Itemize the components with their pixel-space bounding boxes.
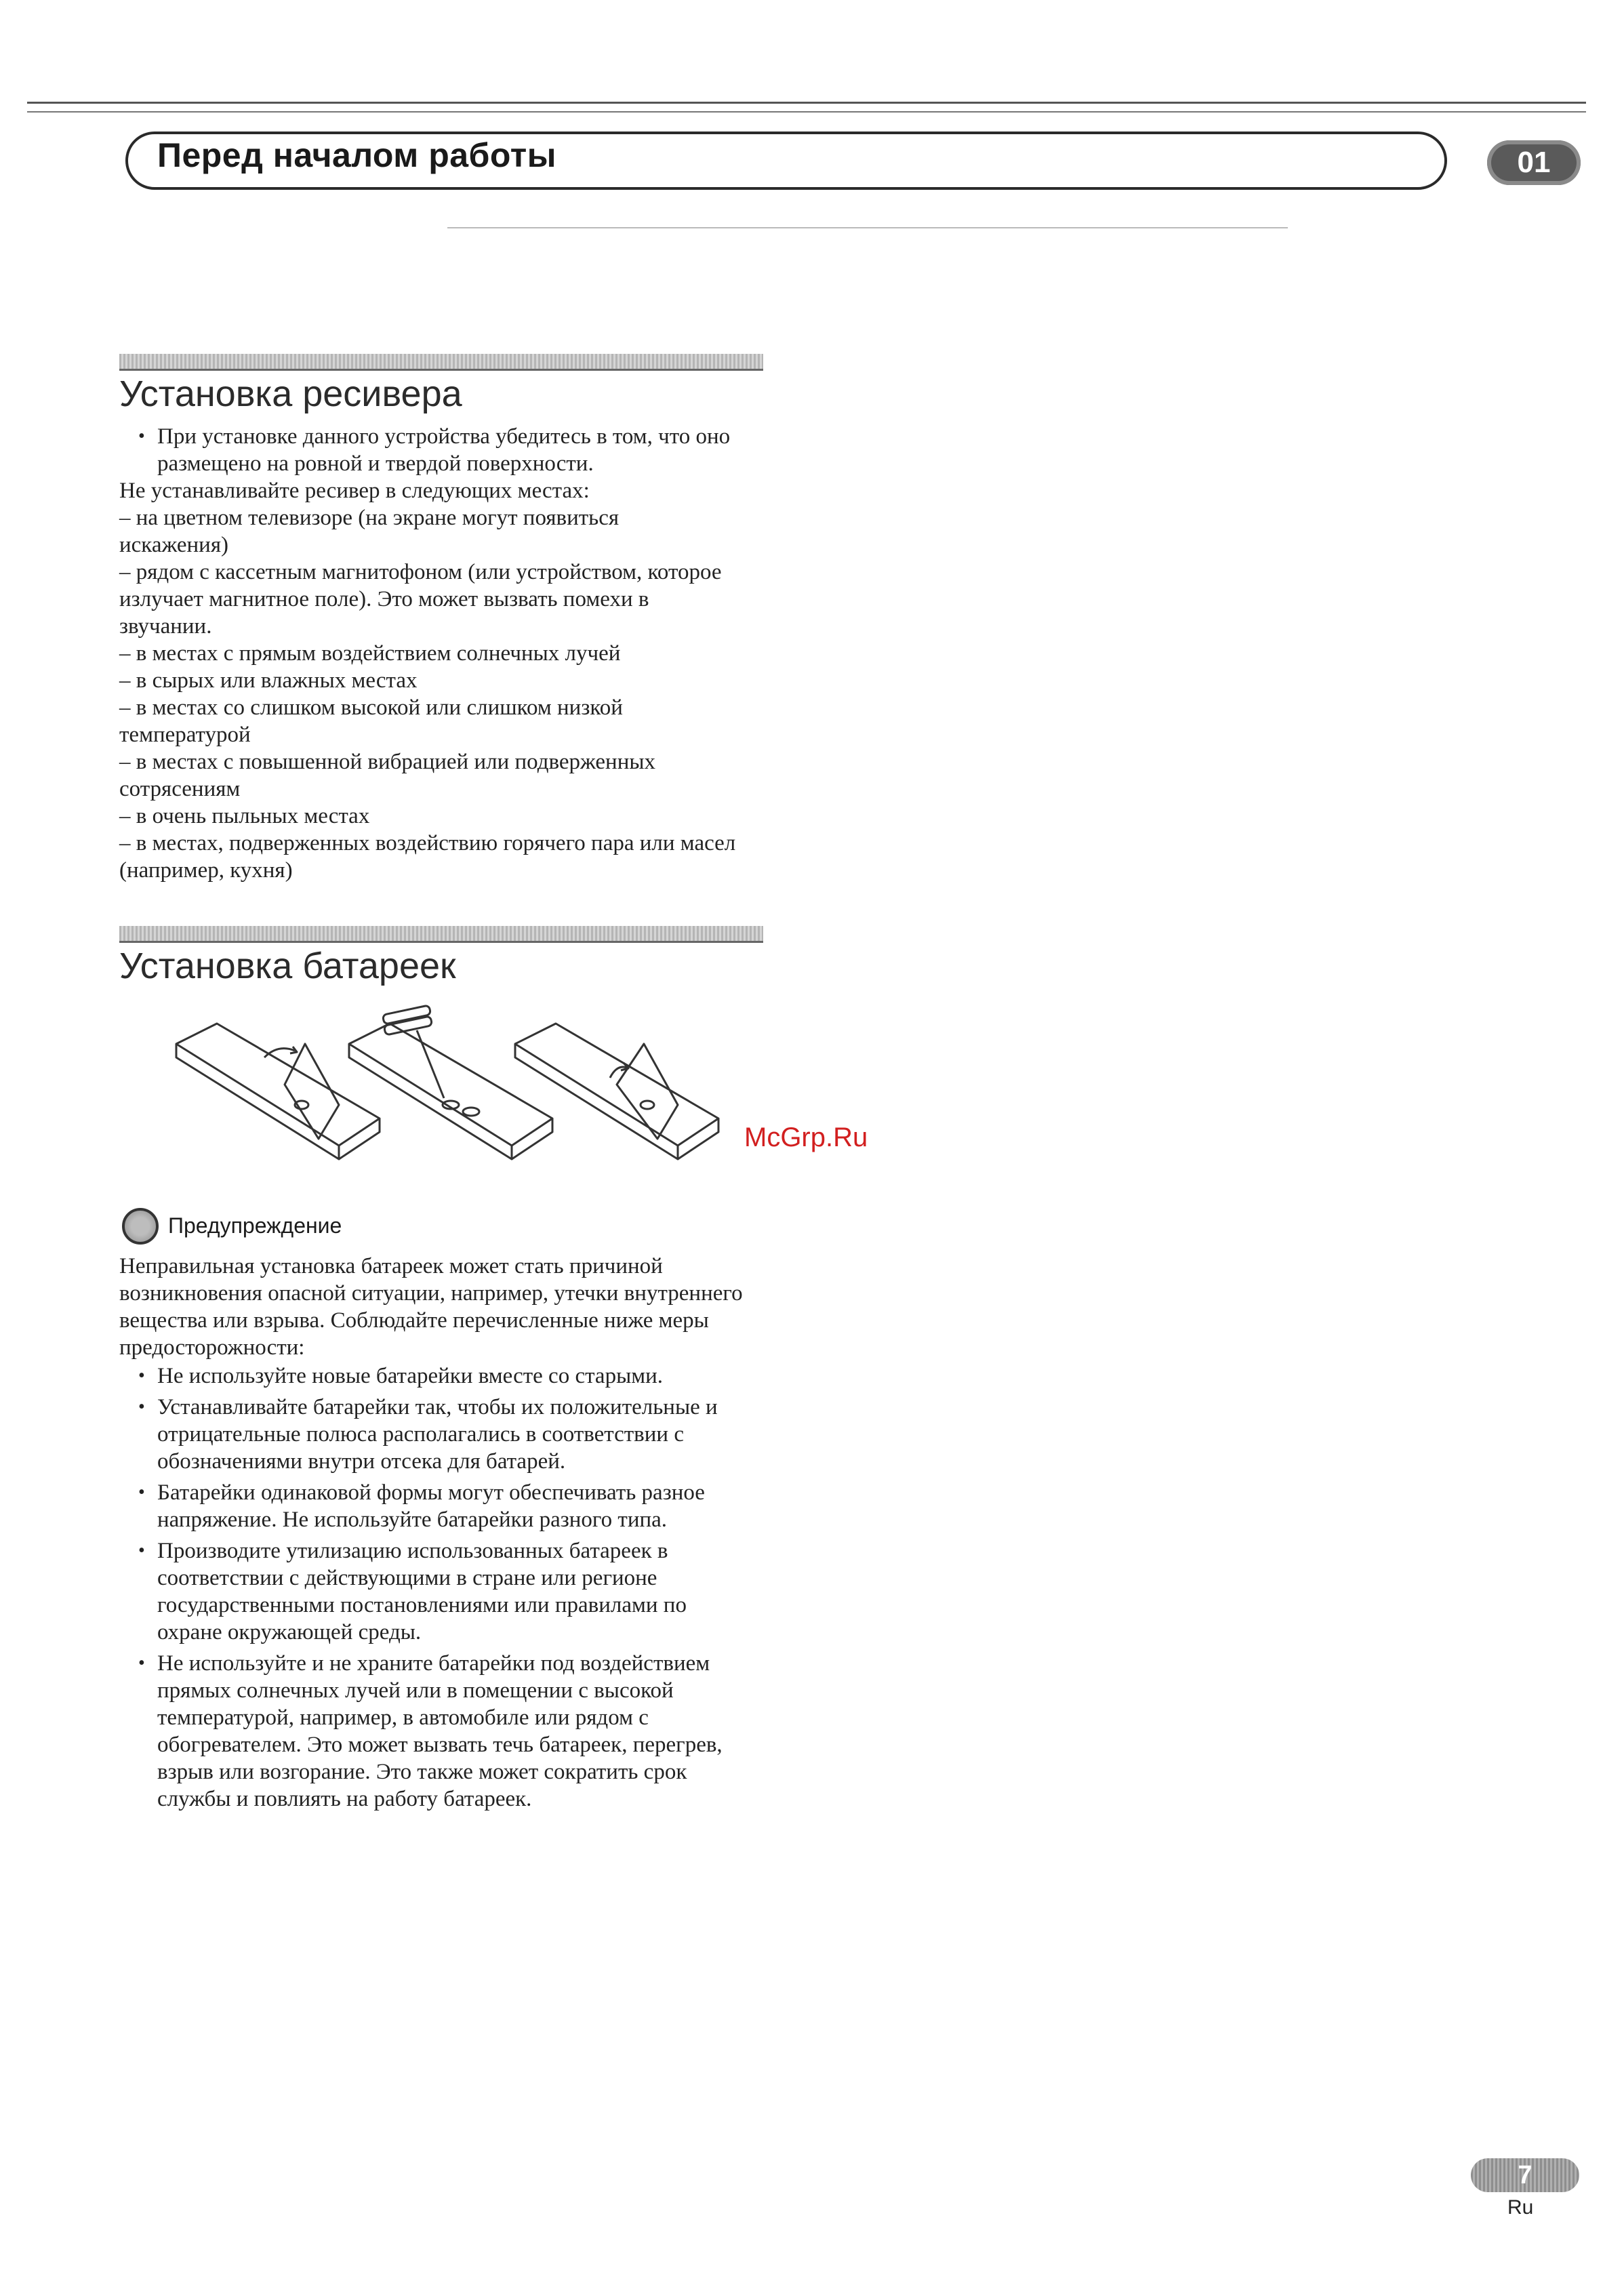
receiver-line: Не устанавливайте ресивер в следующих местах: xyxy=(119,479,590,503)
header-rule-second xyxy=(27,111,1586,113)
receiver-line: – рядом с кассетным магнитофоном (или устройством, которое излучает магнитное поле). Это может вызвать помехи в звучании. xyxy=(119,560,722,639)
header-rule-bottom xyxy=(447,227,1288,228)
remote-close-cover xyxy=(515,1024,718,1159)
receiver-line: – на цветном телевизоре (на экране могут появиться искажения) xyxy=(119,506,620,557)
receiver-line: – в очень пыльных местах xyxy=(119,804,370,828)
section-title-receiver: Установка ресивера xyxy=(119,373,462,414)
page-number-badge: 7 xyxy=(1471,2158,1579,2192)
battery-install-illustration xyxy=(169,1003,725,1193)
warning-intro: Неправильная установка батареек может стать причиной возникновения опасной ситуации, например, утечки внутреннего вещества или взрыва. Соблюдайте перечисленные ниже меры предосторожности: xyxy=(119,1254,743,1360)
warning-bullet: • Батарейки одинаковой формы могут обеспечивать разное напряжение. Не используйте батарейки разного типа. xyxy=(119,1479,754,1533)
warning-bullet: • Производите утилизацию использованных батареек в соответствии с действующими в стране или регионе государственными постановлениями или правилами по охране окружающей среды. xyxy=(119,1537,754,1646)
receiver-line: – в местах с прямым воздействием солнечных лучей xyxy=(119,641,621,666)
watermark: McGrp.Ru xyxy=(744,1123,868,1152)
warning-body xyxy=(119,1253,756,1813)
section-title-batteries: Установка батареек xyxy=(119,946,456,986)
warning-bullet: • Устанавливайте батарейки так, чтобы их положительные и отрицательные полюса располагались в соответствии с обозначениями внутри отсека для батарей. xyxy=(119,1394,740,1475)
warning-hand-icon xyxy=(122,1208,159,1245)
language-code: Ru xyxy=(1507,2196,1534,2219)
chapter-badge: 01 xyxy=(1487,140,1581,185)
receiver-line: – в местах, подверженных воздействию горячего пара или масел (например, кухня) xyxy=(119,831,736,883)
warning-title: Предупреждение xyxy=(168,1213,342,1238)
header-rule-top xyxy=(27,102,1586,104)
section-bar-batteries xyxy=(119,926,763,943)
receiver-line: – в местах с повышенной вибрацией или подверженных сотрясениям xyxy=(119,750,656,801)
receiver-bullet: • При установке данного устройства убедитесь в том, что оно размещено на ровной и твердой поверхности. xyxy=(119,423,770,477)
receiver-line: – в местах со слишком высокой или слишком низкой температурой xyxy=(119,695,623,747)
remote-insert-batteries xyxy=(349,1005,552,1159)
warning-bullet: • Не используйте и не храните батарейки под воздействием прямых солнечных лучей или в помещении с высокой температурой, например, в автомобиле или рядом с обогревателем. Это может вызвать течь батареек, перегрев, взрыв или возгорание. Это также может сократить срок службы и повлиять на работу батареек. xyxy=(119,1650,760,1813)
warning-bullet: • Не используйте новые батарейки вместе со старыми. xyxy=(119,1362,756,1390)
section-bar-receiver xyxy=(119,354,763,371)
page-title: Перед началом работы xyxy=(157,136,556,174)
receiver-line: – в сырых или влажных местах xyxy=(119,668,418,693)
receiver-body xyxy=(119,423,770,884)
